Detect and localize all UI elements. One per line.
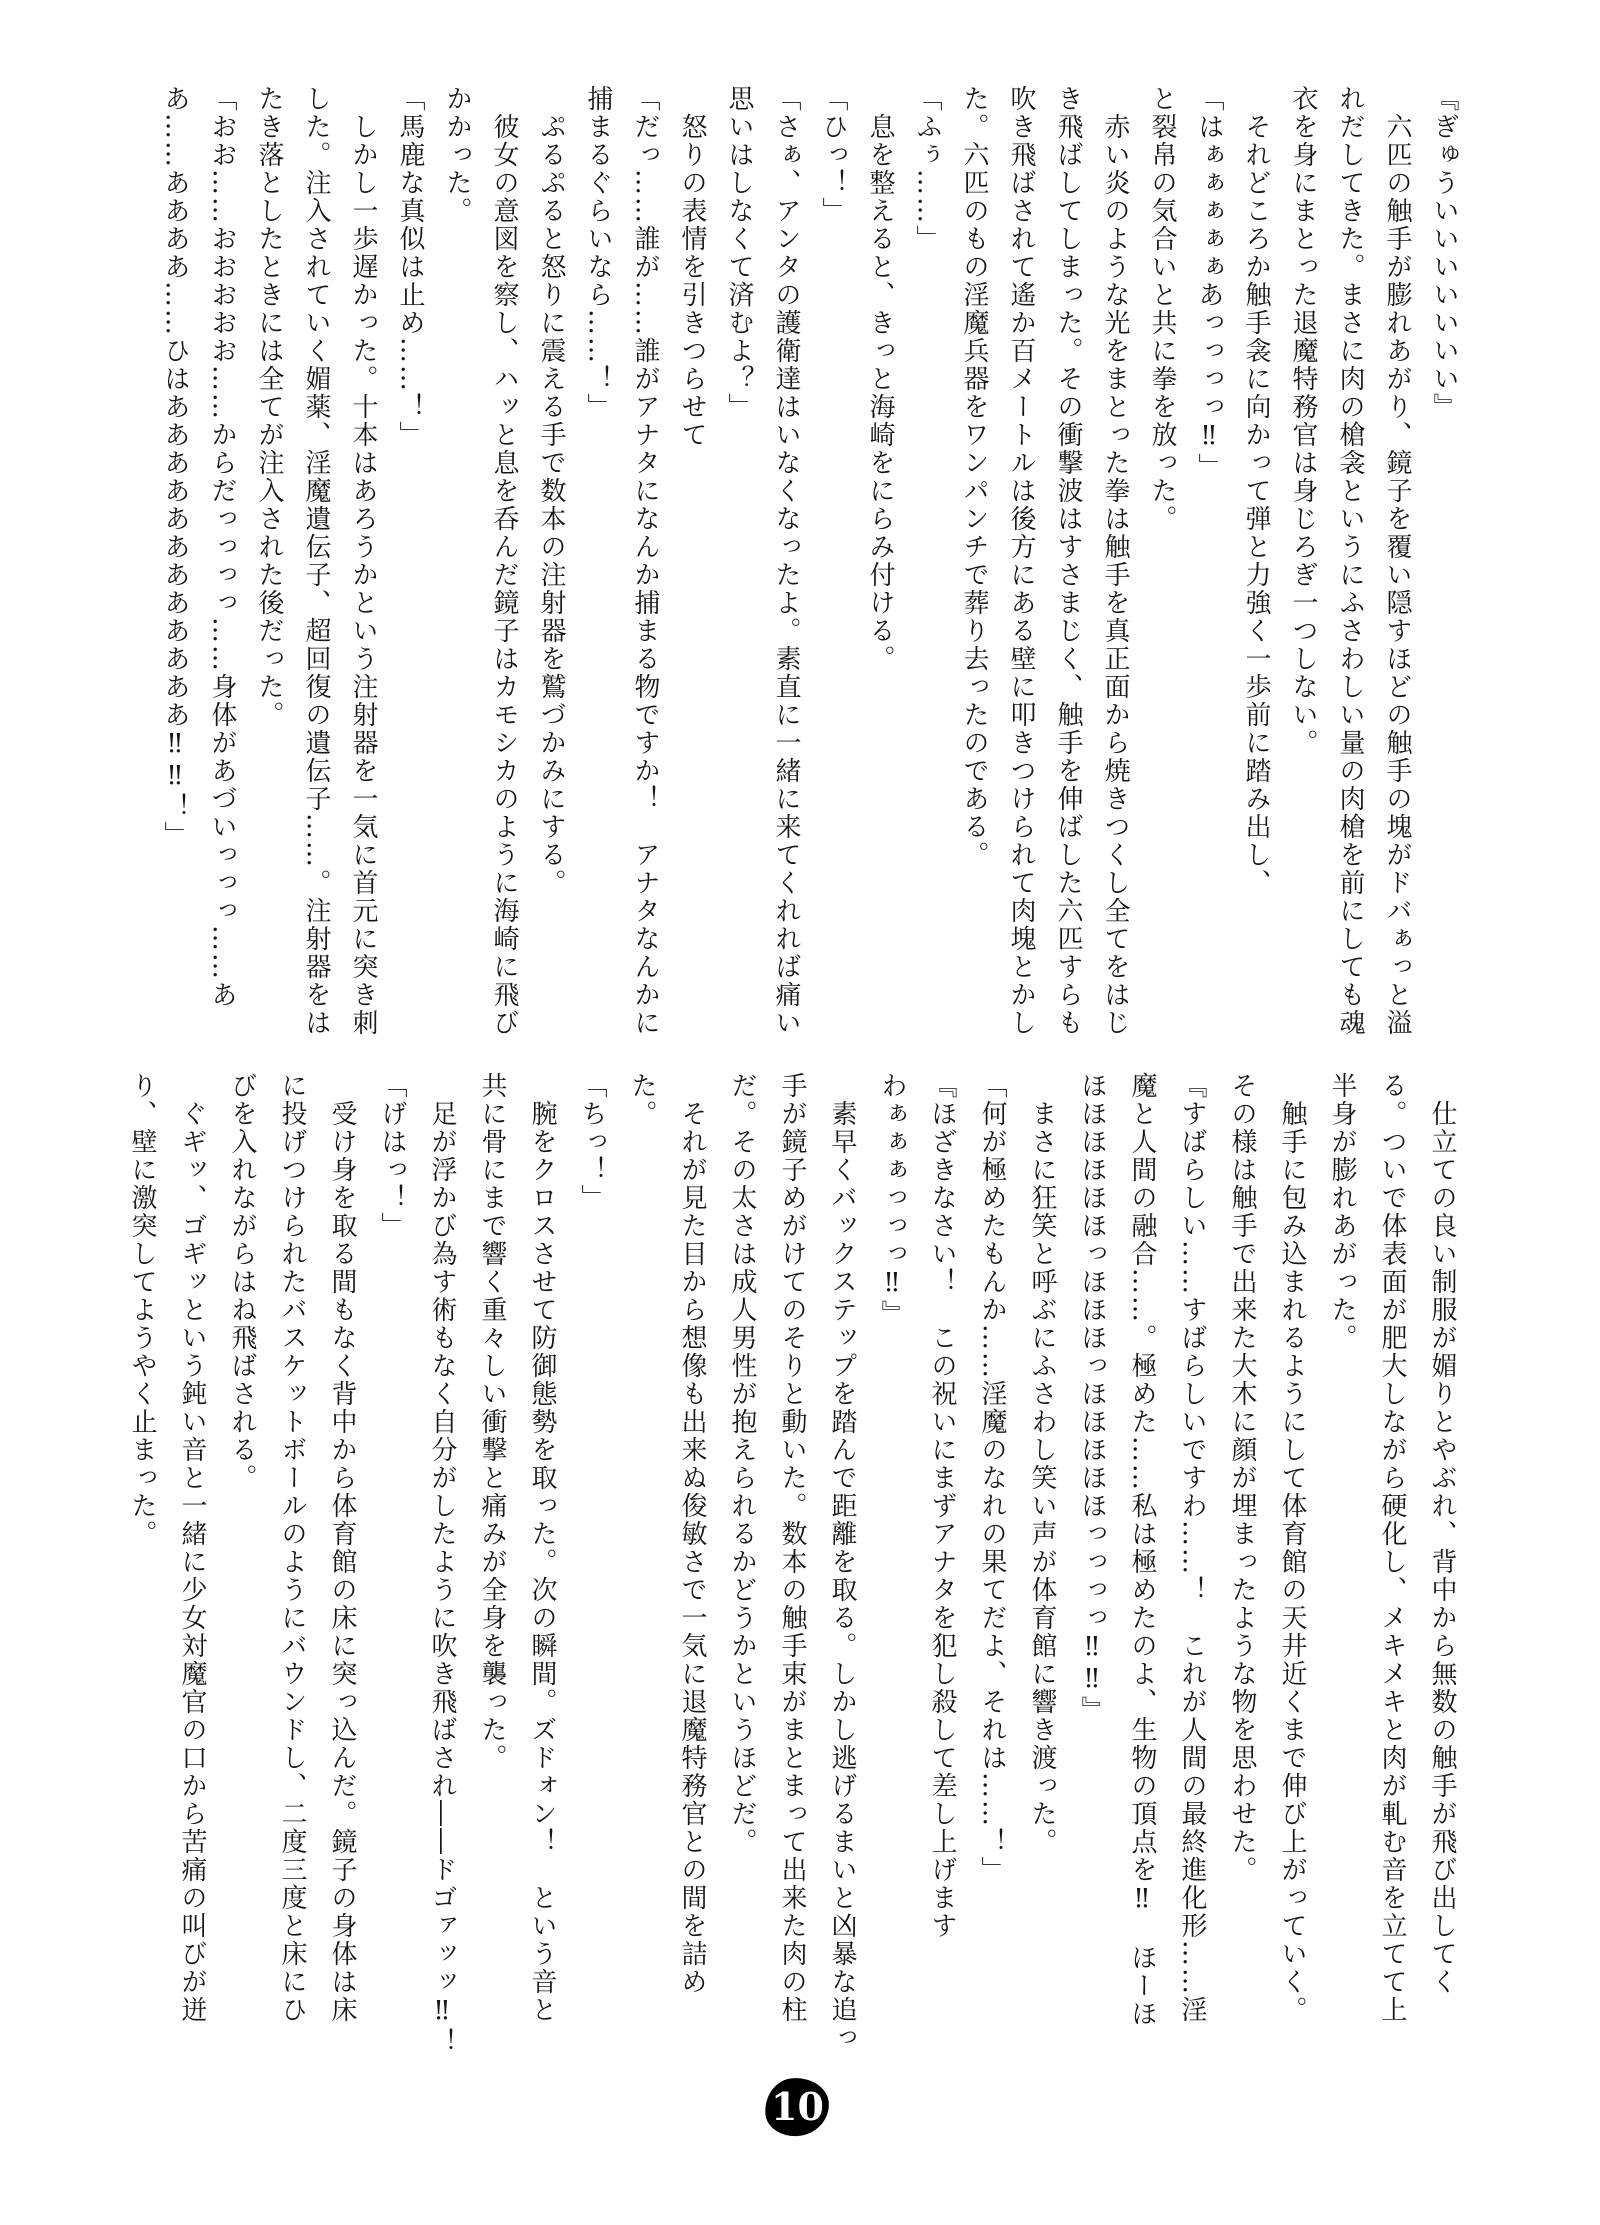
text-column: 素早くバックステップを踏んで距離を取る。しかし逃げるまいと凶暴な追っ (827, 1072, 857, 2052)
text-column: た。 (627, 1072, 657, 1128)
text-column: 「何が極めたもんか……淫魔のなれの果てだよ、それは……！」 (977, 1072, 1007, 1884)
page-number: 10 (770, 2084, 824, 2130)
text-column: 彼女の意図を察し、ハッと息を呑んだ鏡子はカモシカのように海崎に飛び (489, 85, 519, 1037)
text-column: 「さぁ、アンタの護衛達はいなくなったよ。素直に一緒に来てくれれば痛い (771, 85, 801, 1037)
text-column: 腕をクロスさせて防御態勢を取った。次の瞬間。ズドォン！ という音と (527, 1072, 557, 2024)
text-column: 魔と人間の融合……。極めた……私は極めたのよ、生物の頂点を‼ ほーほ (1127, 1072, 1157, 2028)
text-column: 思いはしなくて済むよ？」 (724, 85, 754, 421)
text-column: れだしてきた。まさに肉の槍衾というにふさわしい量の肉槍を前にしても魂 (1335, 85, 1365, 1037)
text-column: 手が鏡子めがけてのそりと動いた。数本の触手束がまとまって出来た肉の柱 (777, 1072, 807, 2024)
text-column: それが見た目から想像も出来ぬ俊敏さで一気に退魔特務官との間を詰め (677, 1072, 707, 1996)
text-column: 「はぁぁぁぁぁあっっっっ‼」 (1194, 85, 1224, 481)
text-column: 触手に包み込まれるようにして体育館の天井近くまで伸び上がっていく。 (1277, 1072, 1307, 2024)
text-column: した。注入されていく媚薬、淫魔遺伝子、超回復の遺伝子……。注射器をは (301, 85, 331, 1037)
text-column: 『すばらしい……すばらしいですわ……！ これが人間の最終進化形……淫 (1177, 1072, 1207, 2024)
text-column: 『ほざきなさい！ この祝いにまずアナタを犯し殺して差し上げます (927, 1072, 957, 1940)
text-column: 「おお……おおおおお……からだっっっっ……身体があづいっっっ……あ (207, 85, 237, 1009)
text-column: たき落としたときには全てが注入された後だった。 (254, 85, 284, 729)
text-column: 捕まるぐらいなら……！」 (583, 85, 613, 421)
text-column: 息を整えると、きっと海崎をにらみ付ける。 (865, 85, 895, 673)
text-column: に投げつけられたバスケットボールのようにバウンドし、二度三度と床にひ (277, 1072, 307, 2024)
text-column: 「ちっ！」 (577, 1072, 607, 1212)
text-column: 共に骨にまで響く重々しい衝撃と痛みが全身を襲った。 (477, 1072, 507, 1772)
text-column: 「だっ……誰が……誰がアナタになんか捕まる物ですか！ アナタなんかに (630, 85, 660, 1037)
text-column: 「ひっ！」 (818, 85, 848, 225)
text-column: 六匹の触手が膨れあがり、鏡子を覆い隠すほどの触手の塊がドバぁっと溢 (1382, 85, 1412, 1037)
text-column: だ。その太さは成人男性が抱えられるかどうかというほどだ。 (727, 1072, 757, 1856)
text-column: 「馬鹿な真似は止め……！」 (395, 85, 425, 449)
text-column: 足が浮かび為す術もなく自分がしたように吹き飛ばされ――ドゴァッッ‼！ (427, 1072, 457, 2056)
text-column: 仕立ての良い制服が媚りとやぶれ、背中から無数の触手が飛び出してく (1427, 1072, 1457, 1996)
text-column: り、壁に激突してようやく止まった。 (127, 1072, 157, 1548)
text-block-top (151, 85, 1467, 1050)
text-column: あ……ああああ……ひはああああああああああああ‼‼！」 (160, 85, 190, 849)
text-column: き飛ばしてしまった。その衝撃波はすさまじく、触手を伸ばした六匹すらも (1053, 85, 1083, 1037)
text-column: しかし一歩遅かった。十本はあろうかという注射器を一気に首元に突き刺 (348, 85, 378, 1037)
text-column: 衣を身にまとった退魔特務官は身じろぎ一つしない。 (1288, 85, 1318, 757)
text-column: まさに狂笑と呼ぶにふさわし笑い声が体育館に響き渡った。 (1027, 1072, 1057, 1856)
text-block-bottom (117, 1072, 1467, 2056)
text-column: ぷるぷると怒りに震える手で数本の注射器を鷲づかみにする。 (536, 85, 566, 897)
text-column: 『ぎゅういいいいいいい』 (1429, 85, 1459, 421)
text-column: その様は触手で出来た大木に顔が埋まったような物を思わせた。 (1227, 1072, 1257, 1884)
text-column: それどころか触手衾に向かって弾と力強く一歩前に踏み出し、 (1241, 85, 1271, 897)
text-column: 赤い炎のような光をまとった拳は触手を真正面から焼きつくし全てをはじ (1100, 85, 1130, 1037)
text-column: かかった。 (442, 85, 472, 225)
text-column: 「ふぅ……」 (912, 85, 942, 253)
text-column: 半身が膨れあがった。 (1327, 1072, 1357, 1352)
text-column: 吹き飛ばされて遙か百メートルは後方にある壁に叩きつけられて肉塊とかし (1006, 85, 1036, 1037)
text-column: びを入れながらはね飛ばされる。 (227, 1072, 257, 1492)
text-column: 受け身を取る間もなく背中から体育館の床に突っ込んだ。鏡子の身体は床 (327, 1072, 357, 2024)
text-column: わぁぁぁっっっ‼』 (877, 1072, 907, 1328)
page-number-badge (763, 2076, 831, 2138)
text-column: ほほほほほほっほほほっほほほほほっっっっ‼‼』 (1077, 1072, 1107, 1724)
text-column: ぐギッ、ゴギッという鈍い音と一緒に少女対魔官の口から苦痛の叫びが迸 (177, 1072, 207, 2024)
text-column: た。六匹のもの淫魔兵器をワンパンチで葬り去ったのである。 (959, 85, 989, 869)
text-column: と裂帛の気合いと共に拳を放った。 (1147, 85, 1177, 533)
text-column: る。ついで体表面が肥大しながら硬化し、メキメキと肉が軋む音を立てて上 (1377, 1072, 1407, 2024)
text-column: 「げはっ！」 (377, 1072, 407, 1240)
text-column: 怒りの表情を引きつらせて (677, 85, 707, 449)
